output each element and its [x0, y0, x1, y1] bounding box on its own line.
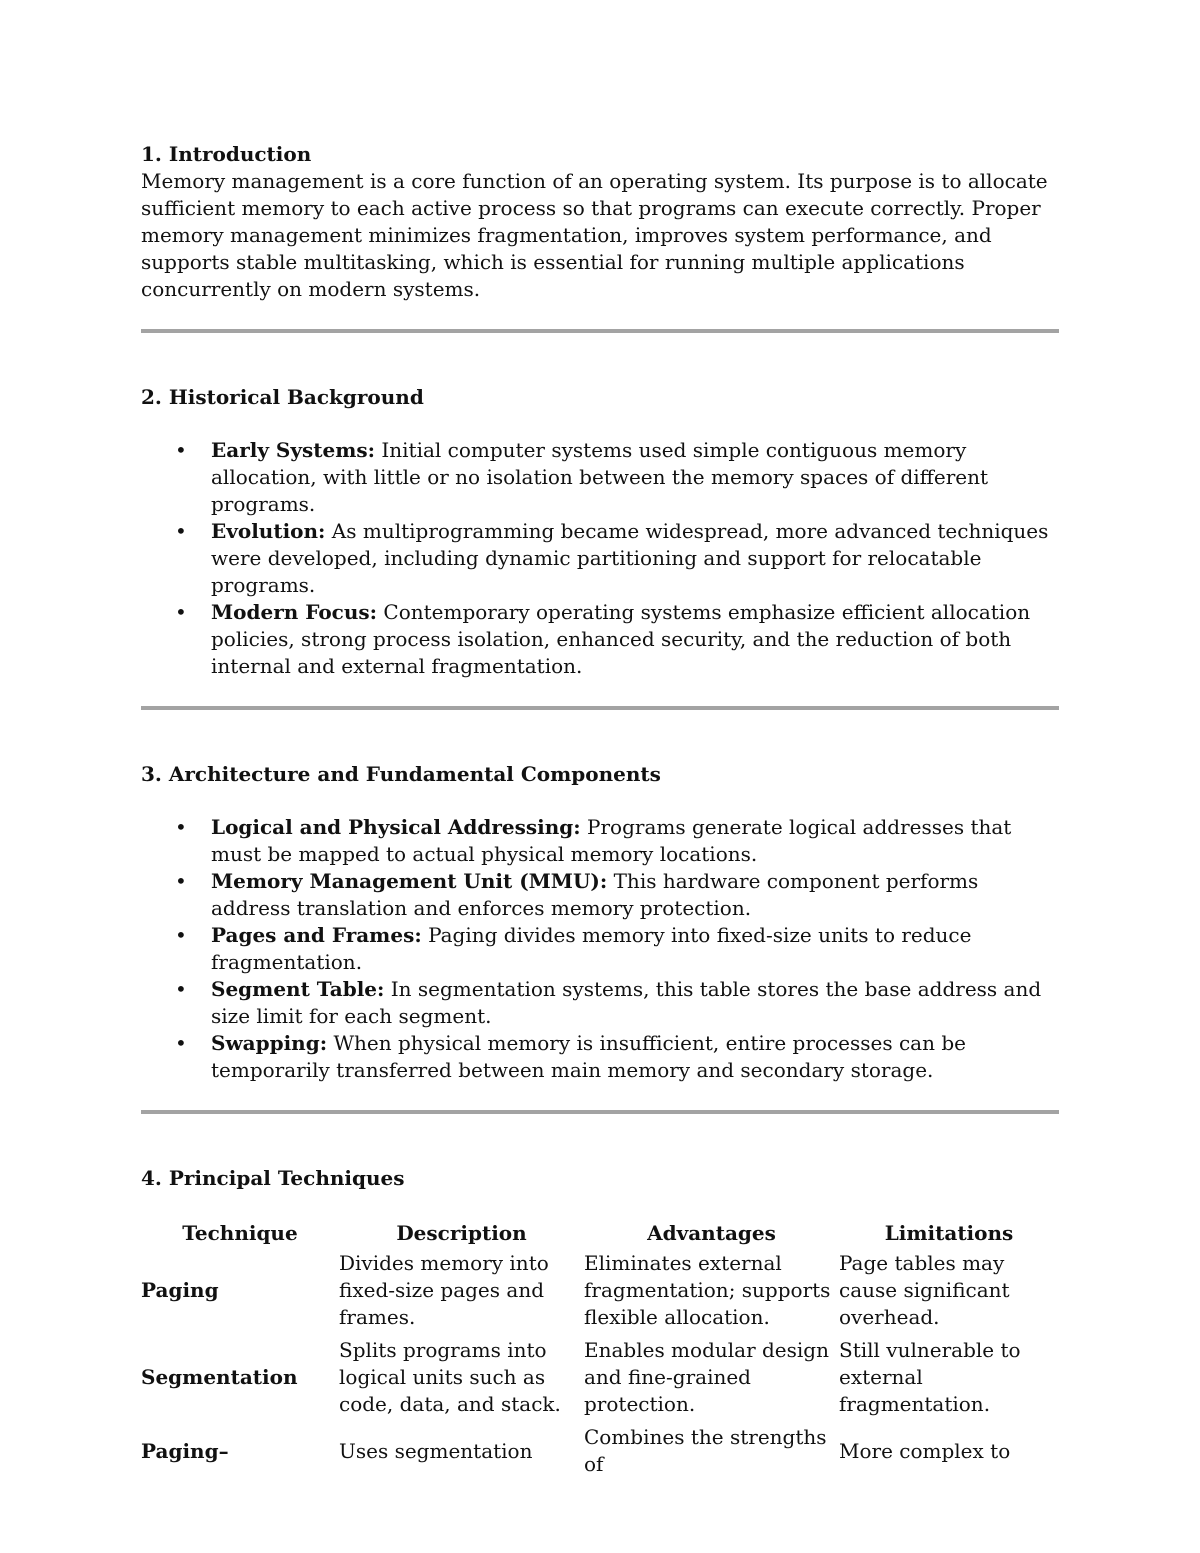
table-cell: Splits programs into logical units such as code, data, and stack. [339, 1338, 561, 1416]
list-text: When physical memory is insufficient, entire processes can be temporarily transferred between main memory and secondary storage. [211, 1031, 966, 1082]
list-item [141, 814, 1059, 868]
list-text: Initial computer systems used simple contiguous memory allocation, with little or no isolation between the memory spaces of different programs. [211, 438, 989, 516]
bullet-icon: • [175, 1031, 187, 1055]
table-cell: Paging [141, 1278, 219, 1302]
section-title: 3. Architecture and Fundamental Components [141, 762, 661, 786]
column-header: Description [396, 1221, 527, 1245]
list-term: Modern Focus: [211, 600, 378, 624]
section-title: 4. Principal Techniques [141, 1166, 405, 1190]
bullet-icon: • [175, 600, 187, 624]
list-item [141, 599, 1059, 680]
section-architecture [141, 761, 1059, 1084]
list-item [141, 437, 1059, 518]
section-body: Memory management is a core function of an operating system. Its purpose is to allocate sufficient memory to each active process so that programs can execute correctly. Proper memory management minimizes fragmentation, improves system performance, and supports stable multitasking, which is essential for running multiple applications concurrently on modern systems. [141, 169, 1048, 301]
bullet-icon: • [175, 438, 187, 462]
list-term: Swapping: [211, 1031, 328, 1055]
section-title: 1. Introduction [141, 142, 312, 166]
list-term: Early Systems: [211, 438, 376, 462]
table-cell: More complex to [839, 1438, 1011, 1463]
table-row [141, 1247, 1059, 1334]
table-row [141, 1421, 1059, 1481]
list-item [141, 922, 1059, 976]
section-historical-background [141, 384, 1059, 680]
table-cell: Segmentation [141, 1365, 298, 1389]
techniques-table [141, 1218, 1059, 1481]
table-row [141, 1334, 1059, 1421]
list-item [141, 518, 1059, 599]
table-cell: Eliminates external fragmentation; supports flexible allocation. [584, 1251, 831, 1329]
section-principal-techniques [141, 1165, 1059, 1481]
table-header-row [141, 1218, 1059, 1247]
list-term: Evolution: [211, 519, 326, 543]
bullet-icon: • [175, 869, 187, 893]
table-cell: Enables modular design and fine-grained protection. [584, 1338, 829, 1416]
column-header: Technique [182, 1221, 298, 1245]
section-title: 2. Historical Background [141, 385, 424, 409]
list-term: Segment Table: [211, 977, 385, 1001]
document-page [141, 141, 1059, 1481]
list-term: Logical and Physical Addressing: [211, 815, 581, 839]
table-cell: Divides memory into fixed-size pages and frames. [339, 1251, 549, 1329]
list-term: Memory Management Unit (MMU): [211, 869, 608, 893]
column-header: Limitations [884, 1221, 1014, 1245]
column-header: Advantages [647, 1221, 776, 1245]
list-text: In segmentation systems, this table stores the base address and size limit for each segment. [211, 977, 1042, 1028]
bullet-list [141, 437, 1059, 680]
bullet-icon: • [175, 977, 187, 1001]
bullet-icon: • [175, 923, 187, 947]
list-item [141, 868, 1059, 922]
bullet-icon: • [175, 519, 187, 543]
list-term: Pages and Frames: [211, 923, 422, 947]
list-text: As multiprogramming became widespread, more advanced techniques were developed, including dynamic partitioning and support for relocatable programs. [211, 519, 1049, 597]
table-cell: Still vulnerable to external fragmentation. [839, 1338, 1021, 1416]
table-cell: Uses segmentation [339, 1438, 533, 1463]
list-item [141, 976, 1059, 1030]
list-item [141, 1030, 1059, 1084]
bullet-icon: • [175, 815, 187, 839]
table-cell: Page tables may cause significant overhead. [839, 1251, 1010, 1329]
table-cell: Combines the strengths of [584, 1425, 827, 1476]
list-text: Paging divides memory into fixed-size units to reduce fragmentation. [211, 923, 972, 974]
table-cell: Paging– [141, 1438, 229, 1463]
list-text: Programs generate logical addresses that must be mapped to actual physical memory locations. [211, 815, 1012, 866]
list-text: Contemporary operating systems emphasize efficient allocation policies, strong process isolation, enhanced security, and the reduction of both internal and external fragmentation. [211, 600, 1031, 678]
list-text: This hardware component performs address translation and enforces memory protection. [211, 869, 979, 920]
bullet-list [141, 814, 1059, 1084]
section-introduction [141, 141, 1059, 303]
